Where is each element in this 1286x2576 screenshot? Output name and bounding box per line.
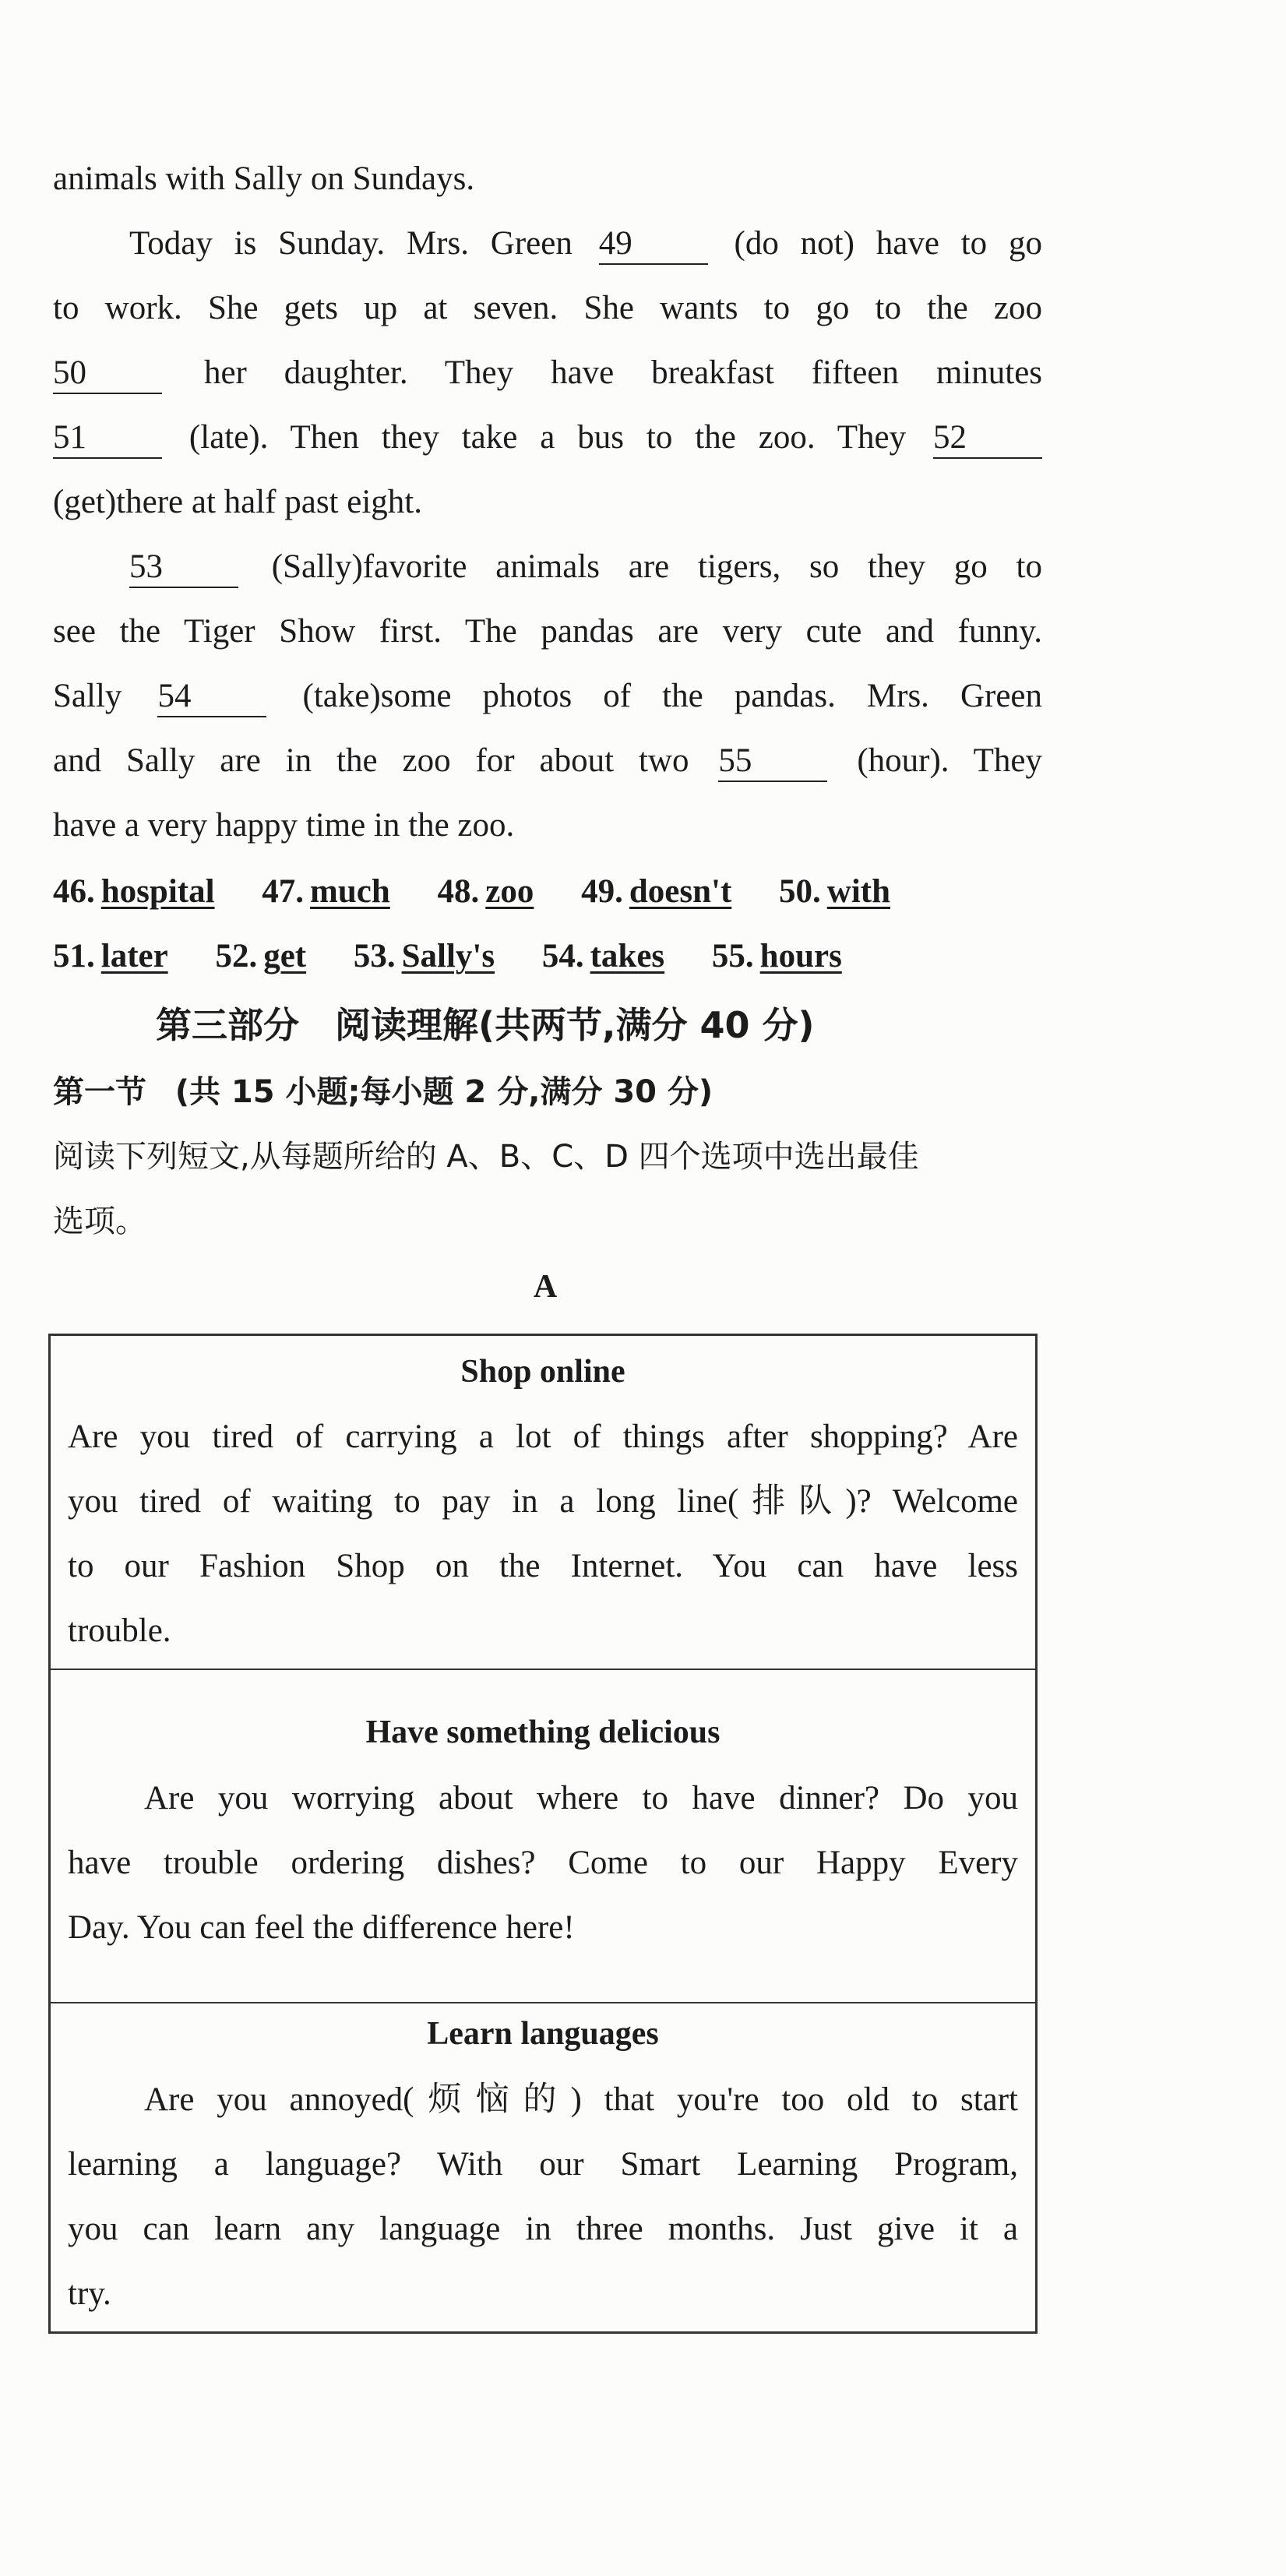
passage-text: her daughter. They have breakfast fifteen minutes — [203, 354, 1043, 391]
passage-line — [53, 220, 1042, 267]
ad-title: Learn languages — [427, 2016, 659, 2052]
blank-49: 49 — [599, 224, 708, 265]
ad-line: Day. You can feel the difference here! — [68, 1909, 575, 1946]
answer-number: 55. — [711, 938, 754, 974]
passage-text: Today is Sunday. Mrs. Green — [129, 225, 573, 262]
blank-52: 52 — [933, 418, 1042, 459]
answer-number: 54. — [541, 938, 584, 974]
blank-54: 54 — [157, 677, 266, 717]
instruction-line: 选项。 — [53, 1203, 146, 1239]
passage-line: animals with Sally on Sundays. — [53, 160, 475, 197]
box-divider — [51, 2002, 1035, 2003]
answer-value: hours — [759, 938, 842, 974]
ads-box — [48, 1334, 1038, 2334]
answer-number: 53. — [353, 938, 396, 974]
blank-50: 50 — [53, 354, 162, 394]
passage-line — [53, 350, 1042, 396]
passage-text: (do not) have to go — [734, 225, 1043, 262]
answer-number: 52. — [215, 938, 258, 974]
ad-line: learning a language? With our Smart Learning Program, — [68, 2146, 1018, 2183]
passage-line: to work. She gets up at seven. She wants to go to the zoo — [53, 290, 1042, 326]
passage-line — [53, 544, 1042, 590]
ad-title: Have something delicious — [365, 1714, 721, 1750]
answer-value: with — [826, 873, 891, 910]
ad-line: trouble. — [68, 1612, 171, 1649]
answer-row — [53, 933, 1042, 980]
passage-line: see the Tiger Show first. The pandas are very cute and funny. — [53, 613, 1042, 650]
ad-line: try. — [68, 2275, 111, 2312]
answer-value: get — [263, 938, 307, 974]
passage-text: Sally — [53, 678, 122, 714]
answer-value: takes — [590, 938, 665, 974]
ad-line: you can learn any language in three months. Just give it a — [68, 2211, 1018, 2247]
answer-value: doesn't — [629, 873, 732, 910]
ad-line: have trouble ordering dishes? Come to our Happy Every — [68, 1845, 1018, 1881]
answer-number: 51. — [53, 938, 95, 974]
box-divider — [51, 1669, 1035, 1670]
passage-text: (late). Then they take a bus to the zoo. They — [188, 419, 907, 456]
blank-53: 53 — [129, 548, 238, 588]
answer-number: 47. — [262, 873, 305, 910]
section-heading: 第三部分 阅读理解(共两节,满分 40 分) — [156, 1004, 815, 1046]
passage-text: and Sally are in the zoo for about two — [53, 742, 689, 779]
answer-number: 50. — [779, 873, 821, 910]
answer-value: later — [100, 938, 168, 974]
ad-line: Are you tired of carrying a lot of things after shopping? Are — [68, 1418, 1018, 1455]
blank-51: 51 — [53, 418, 162, 459]
answer-row — [53, 869, 1042, 915]
ad-title: Shop online — [460, 1354, 625, 1390]
answer-value: Sally's — [401, 938, 495, 974]
answer-number: 49. — [581, 873, 623, 910]
passage-text: (Sally)favorite animals are tigers, so they go to — [271, 548, 1043, 585]
ad-line: you tired of waiting to pay in a long line(排队)? Welcome — [68, 1483, 1018, 1520]
passage-line: (get)there at half past eight. — [53, 484, 422, 520]
answer-value: zoo — [485, 873, 534, 910]
subsection-label: 第一节 — [53, 1074, 146, 1110]
answer-value: hospital — [100, 873, 215, 910]
ad-line: Are you worrying about where to have dinner? Do you — [144, 1780, 1018, 1817]
passage-line — [53, 414, 1042, 461]
subsection-detail: (共 15 小题;每小题 2 分,满分 30 分) — [174, 1074, 713, 1110]
passage-letter: A — [533, 1269, 558, 1305]
passage-line — [53, 673, 1042, 720]
passage-line — [53, 738, 1042, 784]
passage-text: (hour). They — [857, 742, 1043, 779]
ad-line: Are you annoyed(烦恼的) that you're too old to start — [144, 2081, 1018, 2118]
passage-text: (take)some photos of the pandas. Mrs. Green — [302, 678, 1043, 714]
answer-number: 48. — [437, 873, 480, 910]
instruction-line: 阅读下列短文,从每题所给的 A、B、C、D 四个选项中选出最佳 — [53, 1139, 919, 1175]
blank-55: 55 — [718, 742, 827, 782]
answer-number: 46. — [53, 873, 95, 910]
ad-line: to our Fashion Shop on the Internet. You can have less — [68, 1548, 1018, 1584]
answer-value: much — [310, 873, 390, 910]
passage-line: have a very happy time in the zoo. — [53, 807, 515, 844]
subsection-header — [53, 1069, 1042, 1115]
